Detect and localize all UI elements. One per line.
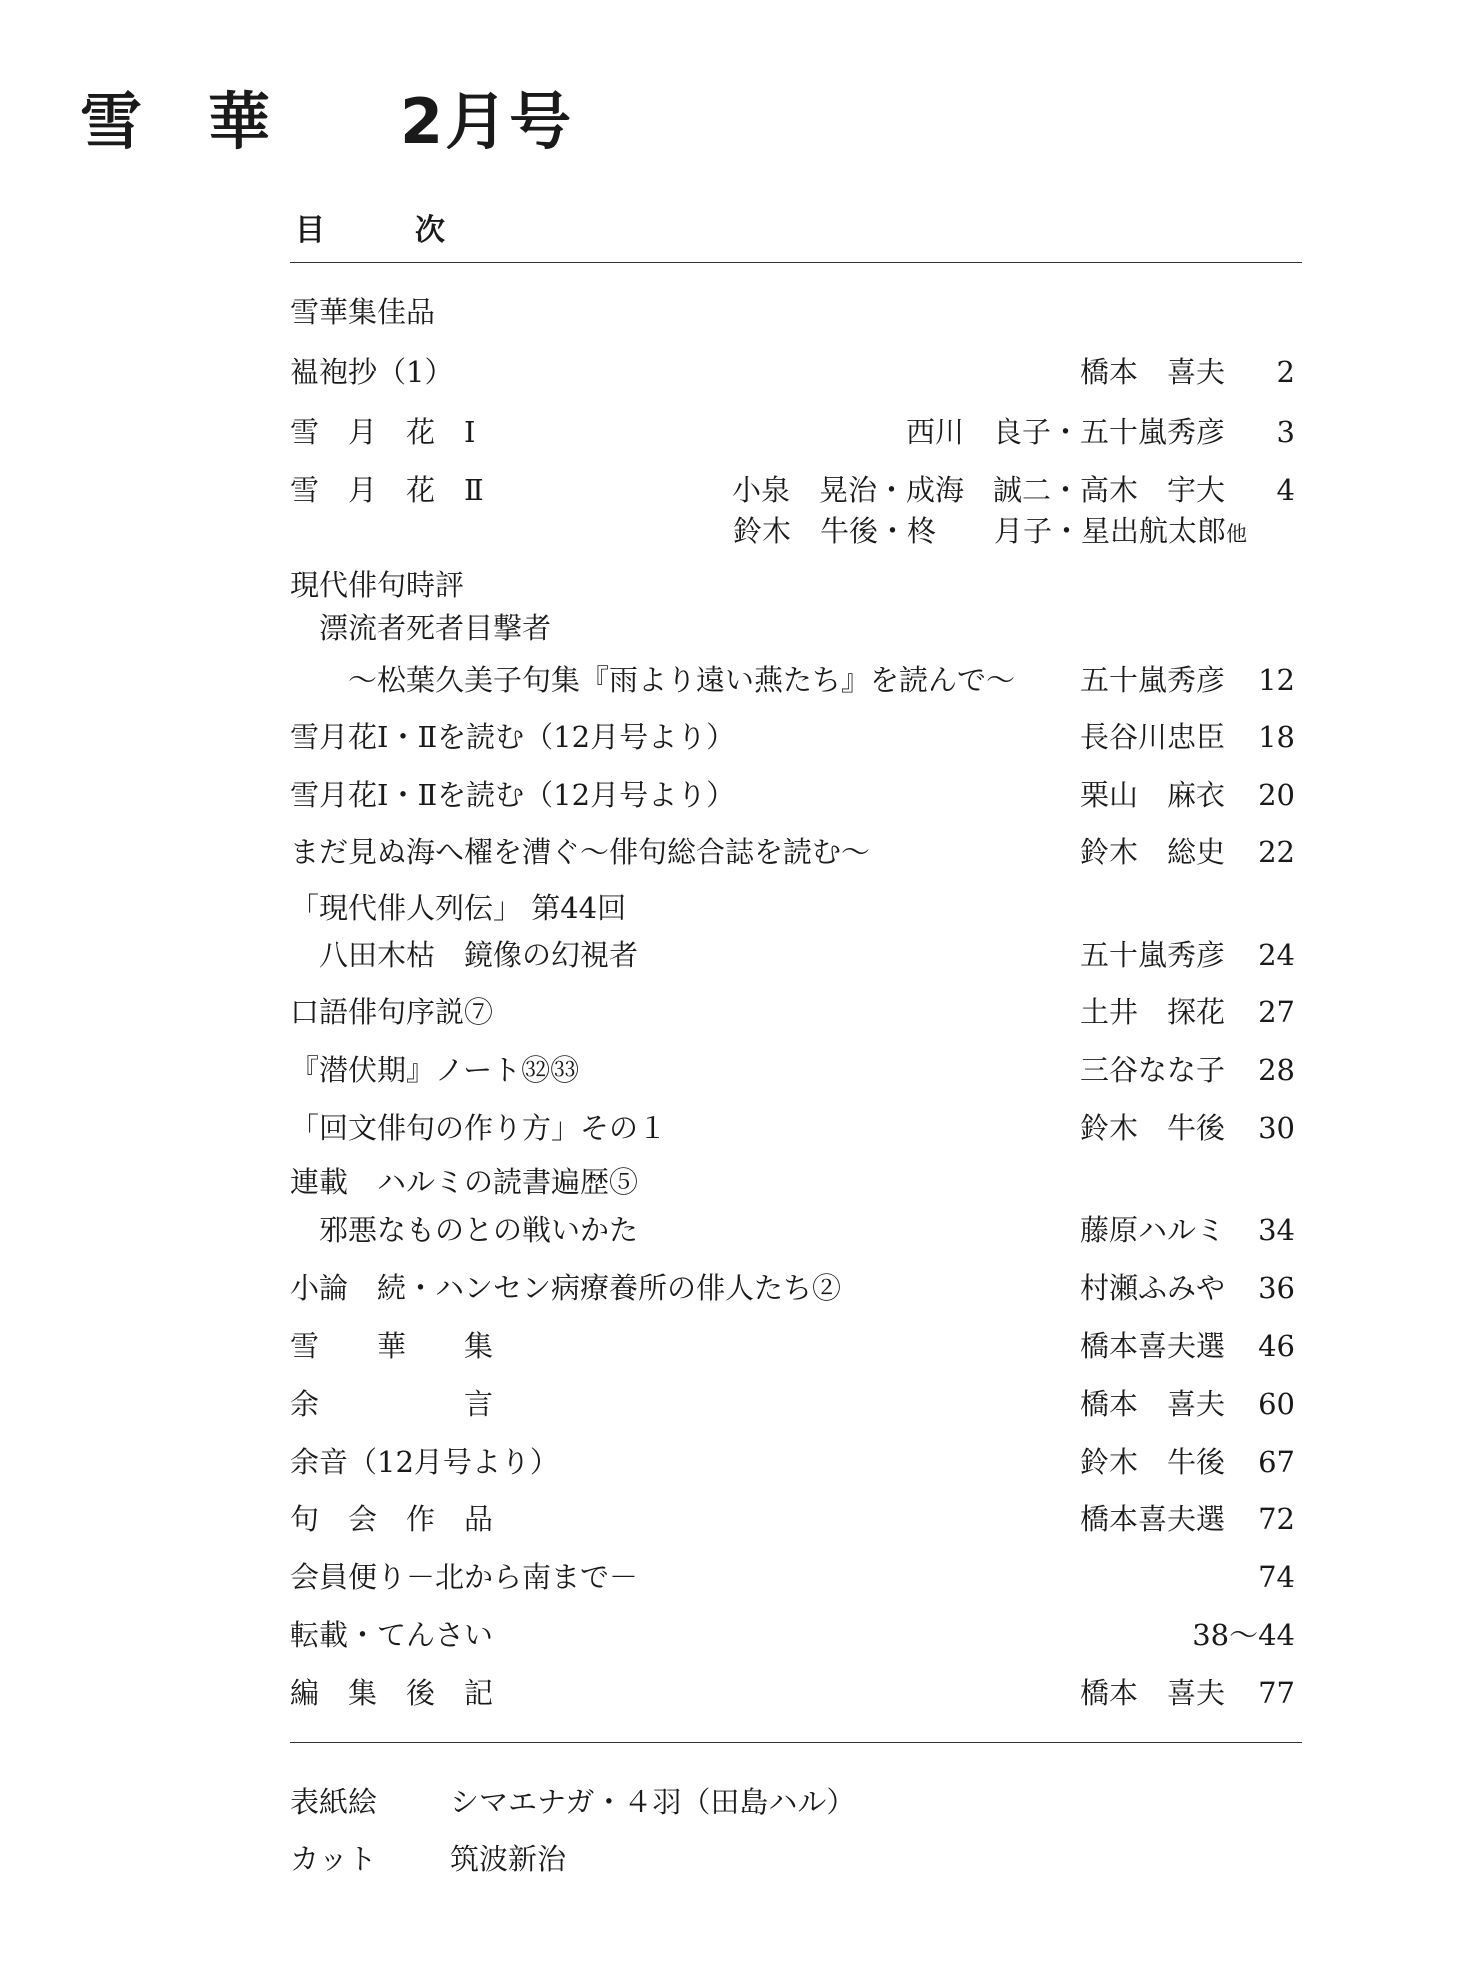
toc-heading: 目 次 bbox=[295, 213, 445, 248]
entry-page: 18 bbox=[1258, 720, 1295, 754]
entry-author bbox=[906, 410, 1225, 454]
entry-title: 句 会 作 品 bbox=[290, 1502, 494, 1536]
dot-leader bbox=[737, 773, 1078, 817]
entry-title: 雪華集佳品 bbox=[290, 295, 436, 329]
entry-title: 余 言 bbox=[290, 1387, 494, 1421]
entry-page: 20 bbox=[1258, 778, 1295, 812]
entry-page: 34 bbox=[1258, 1213, 1295, 1247]
toc-entry bbox=[290, 1208, 1295, 1252]
toc-entry bbox=[290, 1671, 1295, 1715]
toc-entry bbox=[290, 1613, 1295, 1657]
entry-title: 連載 ハルミの読書遍歴⑤ bbox=[290, 1165, 639, 1199]
entry-author bbox=[1080, 1440, 1225, 1484]
entry-page: 30 bbox=[1258, 1111, 1295, 1145]
author-name: 藤原ハルミ bbox=[1079, 1213, 1225, 1247]
entry-page: 77 bbox=[1258, 1676, 1295, 1710]
entry-title: 口語俳句序説⑦ bbox=[290, 995, 494, 1029]
entry-author bbox=[1080, 773, 1225, 817]
entry-author bbox=[1080, 1106, 1225, 1150]
entry-page: 27 bbox=[1258, 995, 1295, 1029]
entry-title: 現代俳句時評 bbox=[290, 568, 465, 602]
toc-entry bbox=[290, 1160, 1295, 1204]
author-suffix: 他 bbox=[1226, 521, 1247, 546]
dot-leader bbox=[581, 1048, 1078, 1092]
toc-entry bbox=[290, 1382, 1295, 1426]
toc-entry bbox=[290, 886, 1295, 930]
entry-author bbox=[1080, 1497, 1225, 1541]
toc-entry bbox=[290, 1106, 1295, 1150]
author-name: 小泉 晃治・成海 誠二・高木 宇大 bbox=[731, 473, 1225, 507]
dot-leader bbox=[495, 1497, 1078, 1541]
entry-title: 八田木枯 鏡像の幻視者 bbox=[290, 938, 639, 972]
dot-leader bbox=[495, 1613, 1190, 1657]
entry-page: 36 bbox=[1258, 1271, 1295, 1305]
entry-page: 4 bbox=[1276, 473, 1295, 507]
credit-line bbox=[290, 1837, 566, 1878]
bottom-divider bbox=[290, 1742, 1302, 1743]
entry-page: 38～44 bbox=[1192, 1618, 1295, 1652]
entry-title: 転載・てんさい bbox=[290, 1618, 494, 1652]
entry-page: 74 bbox=[1258, 1560, 1295, 1594]
magazine-title: 雪 華 2月号 bbox=[80, 85, 574, 158]
toc-entry bbox=[290, 1555, 1295, 1599]
entry-title: ～松葉久美子句集『雨より遠い燕たち』を読んで～ bbox=[290, 663, 1016, 697]
entry-title: 雪月花Ⅰ・Ⅱを読む（12月号より） bbox=[290, 778, 736, 812]
entry-author bbox=[733, 509, 1247, 556]
entry-author bbox=[1080, 1324, 1225, 1368]
entry-author bbox=[1080, 715, 1225, 759]
toc-entry bbox=[290, 1266, 1295, 1310]
entry-title: 編 集 後 記 bbox=[290, 1676, 494, 1710]
author-name: 鈴木 牛後 bbox=[1079, 1445, 1225, 1479]
author-name: 栗山 麻衣 bbox=[1079, 778, 1225, 812]
toc-entry bbox=[290, 468, 1295, 512]
author-name: 橋本 喜夫 bbox=[1079, 1676, 1225, 1710]
toc-entry bbox=[290, 830, 1295, 874]
toc-entry bbox=[290, 715, 1295, 759]
entry-title: 「回文俳句の作り方」その１ bbox=[290, 1111, 668, 1145]
entry-author bbox=[732, 468, 1225, 512]
author-name: 鈴木 牛後・柊 月子・星出航太郎 bbox=[732, 513, 1226, 548]
toc-entry bbox=[290, 773, 1295, 817]
toc-entry bbox=[290, 933, 1295, 977]
toc-entry bbox=[290, 563, 1295, 607]
entry-page: 2 bbox=[1276, 355, 1295, 389]
entry-author bbox=[1080, 658, 1225, 702]
entry-title: まだ見ぬ海へ櫂を漕ぐ～俳句総合誌を読む～ bbox=[290, 835, 871, 869]
entry-page: 24 bbox=[1258, 938, 1295, 972]
dot-leader bbox=[477, 410, 904, 454]
top-divider bbox=[290, 262, 1302, 263]
credit-value: シマエナガ・４羽（田島ハル） bbox=[450, 1785, 856, 1819]
entry-title: 褞袍抄（1） bbox=[290, 355, 454, 389]
entry-author bbox=[1080, 933, 1225, 977]
entry-title: 雪月花Ⅰ・Ⅱを読む（12月号より） bbox=[290, 720, 736, 754]
entry-page: 46 bbox=[1258, 1329, 1295, 1363]
entry-title: 漂流者死者目撃者 bbox=[290, 611, 552, 645]
toc-entry bbox=[290, 1440, 1295, 1484]
credit-line bbox=[290, 1780, 855, 1821]
toc-entry bbox=[290, 1324, 1295, 1368]
dot-leader bbox=[640, 933, 1078, 977]
dot-leader bbox=[737, 715, 1078, 759]
toc-entry bbox=[290, 658, 1295, 702]
entry-author bbox=[1080, 990, 1225, 1034]
author-name: 三谷なな子 bbox=[1079, 1053, 1225, 1087]
credit-label: カット bbox=[290, 1842, 377, 1876]
entry-title: 会員便り－北から南まで－ bbox=[290, 1560, 639, 1594]
toc-entry bbox=[290, 1497, 1295, 1541]
author-name: 五十嵐秀彦 bbox=[1079, 938, 1225, 972]
entry-title: 「現代俳人列伝」 第44回 bbox=[290, 891, 627, 925]
toc-entry bbox=[290, 350, 1295, 394]
entry-author bbox=[1080, 1208, 1225, 1252]
author-name: 橋本喜夫選 bbox=[1079, 1329, 1225, 1363]
dot-leader bbox=[640, 1208, 1078, 1252]
dot-leader bbox=[872, 830, 1078, 874]
toc-entry bbox=[290, 1048, 1295, 1092]
credit-label: 表紙絵 bbox=[290, 1785, 378, 1819]
author-name: 村瀬ふみや bbox=[1079, 1271, 1225, 1305]
entry-title: 小論 続・ハンセン病療養所の俳人たち② bbox=[290, 1271, 842, 1305]
entry-author bbox=[1080, 350, 1225, 394]
dot-leader bbox=[495, 990, 1078, 1034]
entry-page: 3 bbox=[1276, 415, 1295, 449]
entry-title: 雪 月 花 Ⅰ bbox=[290, 415, 476, 449]
entry-page: 60 bbox=[1258, 1387, 1295, 1421]
dot-leader bbox=[495, 1671, 1078, 1715]
toc-entry bbox=[290, 606, 1295, 650]
credit-value: 筑波新治 bbox=[450, 1842, 567, 1876]
entry-title: 雪 華 集 bbox=[290, 1329, 494, 1363]
entry-page: 12 bbox=[1258, 663, 1295, 697]
author-name: 橋本喜夫選 bbox=[1079, 1502, 1225, 1536]
entry-author bbox=[1080, 1671, 1225, 1715]
entry-title: 雪 月 花 Ⅱ bbox=[290, 473, 484, 507]
author-name: 鈴木 牛後 bbox=[1079, 1111, 1225, 1145]
author-name: 橋本 喜夫 bbox=[1079, 355, 1225, 389]
entry-title: 『潜伏期』ノート㉜㉝ bbox=[290, 1053, 580, 1087]
author-name: 橋本 喜夫 bbox=[1079, 1387, 1225, 1421]
entry-title: 余音（12月号より） bbox=[290, 1445, 559, 1479]
toc-entry bbox=[290, 290, 1295, 334]
dot-leader bbox=[455, 350, 1078, 394]
entry-page: 22 bbox=[1258, 835, 1295, 869]
dot-leader bbox=[486, 468, 730, 512]
author-name: 西川 良子・五十嵐秀彦 bbox=[905, 415, 1225, 449]
entry-page: 28 bbox=[1258, 1053, 1295, 1087]
author-name: 土井 探花 bbox=[1079, 995, 1225, 1029]
dot-leader bbox=[495, 1382, 1078, 1426]
author-name: 長谷川忠臣 bbox=[1079, 720, 1225, 754]
entry-page: 67 bbox=[1258, 1445, 1295, 1479]
author-name: 鈴木 総史 bbox=[1079, 835, 1225, 869]
entry-author bbox=[1080, 830, 1225, 874]
dot-leader bbox=[495, 1324, 1078, 1368]
toc-entry bbox=[290, 510, 1295, 554]
entry-author bbox=[1080, 1382, 1225, 1426]
toc-entry bbox=[290, 410, 1295, 454]
entry-author bbox=[1080, 1048, 1225, 1092]
entry-page: 72 bbox=[1258, 1502, 1295, 1536]
dot-leader bbox=[640, 1555, 1223, 1599]
toc-entry bbox=[290, 990, 1295, 1034]
entry-title: 邪悪なものとの戦いかた bbox=[290, 1213, 639, 1247]
author-name: 五十嵐秀彦 bbox=[1079, 663, 1225, 697]
dot-leader bbox=[561, 1440, 1078, 1484]
dot-leader bbox=[843, 1266, 1078, 1310]
dot-leader bbox=[669, 1106, 1078, 1150]
entry-author bbox=[1080, 1266, 1225, 1310]
